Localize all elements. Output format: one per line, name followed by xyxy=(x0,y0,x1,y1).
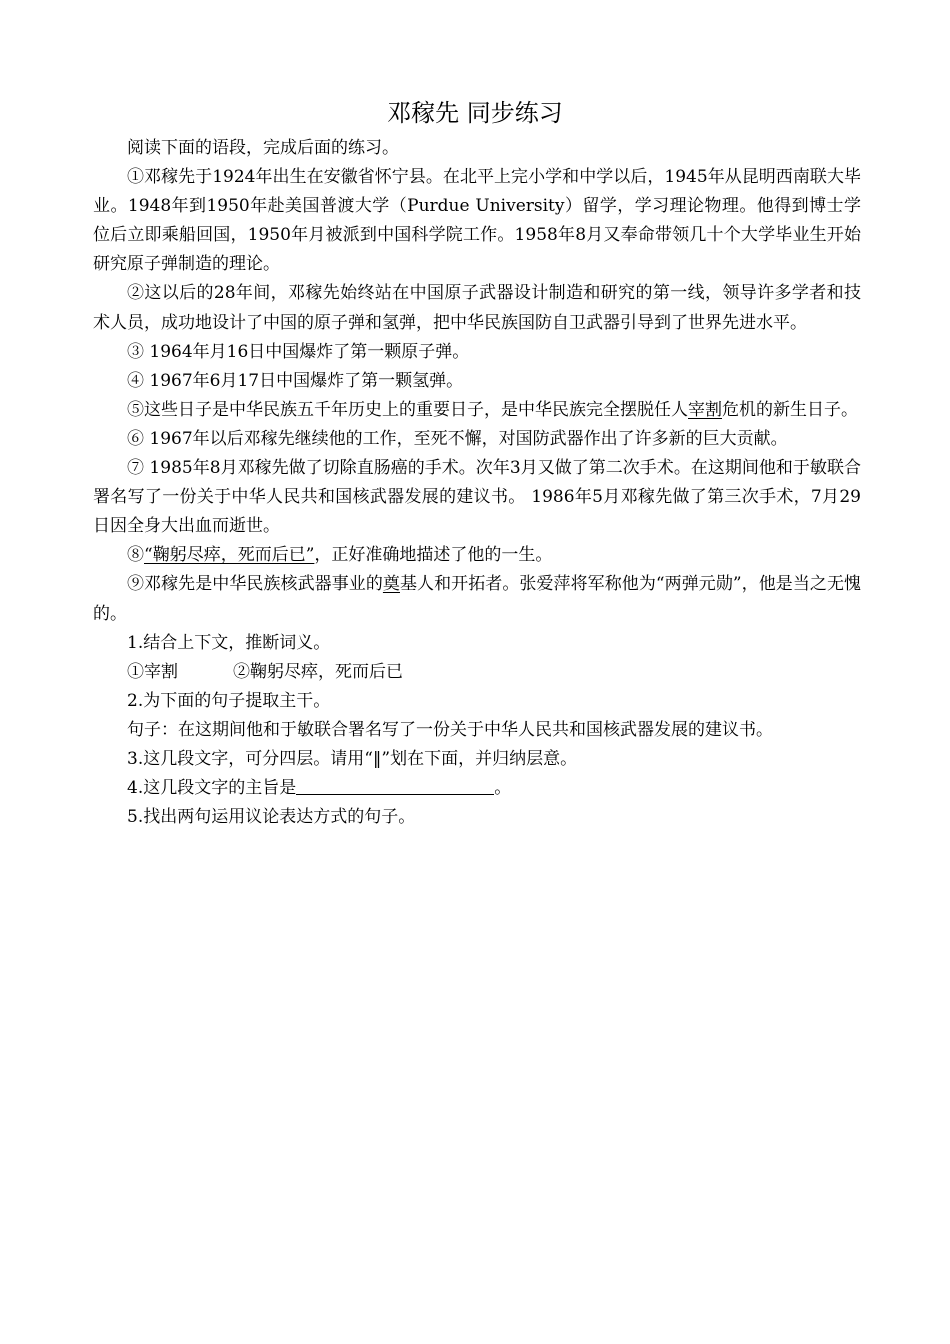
question-5: 5.找出两句运用议论表达方式的句子。 xyxy=(127,807,416,828)
paragraph-9 xyxy=(93,570,861,628)
paragraph-4: ④ 1967年6月17日中国爆炸了第一颗氢弹。 xyxy=(127,370,464,391)
paragraph-8-number: ⑧ xyxy=(127,545,144,566)
paragraph-5 xyxy=(93,396,861,425)
paragraph-9-text-b: 基人和开拓者。张爱萍将军称他为“两弹元勋”，他是当之无愧的。 xyxy=(93,574,862,624)
underlined-word-zaige: 宰割 xyxy=(688,399,722,420)
paragraph-9-text-a: ⑨邓稼先是中华民族核武器事业的 xyxy=(127,574,383,595)
paragraph-8 xyxy=(93,541,861,570)
page-title: 邓稼先 同步练习 xyxy=(387,99,563,127)
paragraph-8-text: ，正好准确地描述了他的一生。 xyxy=(314,545,553,566)
paragraph-1: ①邓稼先于1924年出生在安徽省怀宁县。在北平上完小学和中学以后，1945年从昆明西南联大毕业。1948年到1950年赴美国普渡大学（Purdue University）留学，学习理论物理。他得到博士学位后立即乘船回国，1950年月被派到中国科学院工作。1958年8月又奉命带领几十个大学毕业生开始研究原子弹制造的理论。 xyxy=(93,167,861,275)
question-3: 3.这几段文字，可分四层。请用“‖”划在下面，并归纳层意。 xyxy=(127,748,578,769)
paragraph-3: ③ 1964年月16日中国爆炸了第一颗原子弹。 xyxy=(127,341,470,362)
underlined-word-dian: 奠 xyxy=(382,574,400,595)
question-1: 1.结合上下文，推断词义。 xyxy=(127,632,331,653)
question-1-item-a: ①宰割 xyxy=(127,661,178,682)
paragraph-6: ⑥ 1967年以后邓稼先继续他的工作，至死不懈，对国防武器作出了许多新的巨大贡献。 xyxy=(127,428,788,449)
question-1-items xyxy=(93,658,861,687)
answer-blank[interactable] xyxy=(296,777,494,795)
question-2-sentence: 句子：在这期间他和于敏联合署名写了一份关于中华人民共和国核武器发展的建议书。 xyxy=(127,719,773,740)
question-1-item-b: ②鞠躬尽瘁，死而后已 xyxy=(233,661,403,682)
paragraph-5-text-b: 危机的新生日子。 xyxy=(722,399,858,420)
underlined-quote: “鞠躬尽瘁，死而后已” xyxy=(144,545,315,566)
question-4-end: 。 xyxy=(494,778,512,799)
document-body xyxy=(93,134,861,832)
intro-text: 阅读下面的语段，完成后面的练习。 xyxy=(127,138,399,158)
paragraph-2: ②这以后的28年间，邓稼先始终站在中国原子武器设计制造和研究的第一线，领导许多学者和技术人员，成功地设计了中国的原子弹和氢弹，把中华民族国防自卫武器引导到了世界先进水平。 xyxy=(93,283,861,333)
paragraph-7: ⑦ 1985年8月邓稼先做了切除直肠癌的手术。次年3月又做了第二次手术。在这期间他和于敏联合署名写了一份关于中华人民共和国核武器发展的建议书。 1986年5月邓稼先做了第三次手术，7月29日因全身大出血而逝世。 xyxy=(93,458,861,537)
question-4 xyxy=(93,774,861,803)
paragraph-5-text-a: ⑤这些日子是中华民族五千年历史上的重要日子，是中华民族完全摆脱任人 xyxy=(127,399,688,420)
question-4-text: 4.这几段文字的主旨是 xyxy=(127,778,297,799)
question-2: 2.为下面的句子提取主干。 xyxy=(127,690,331,711)
